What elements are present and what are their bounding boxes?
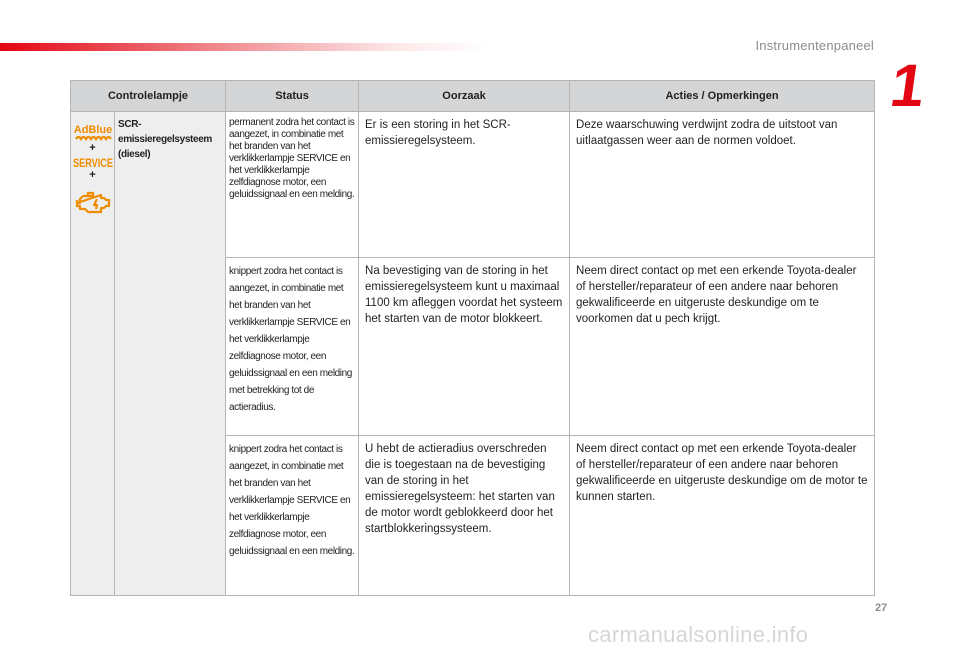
table-header-row <box>71 81 875 112</box>
action-cell <box>570 112 875 258</box>
adblue-text: AdBlue <box>73 124 113 136</box>
adblue-icon <box>72 122 114 142</box>
service-icon <box>72 155 114 169</box>
watermark: carmanualsonline.info <box>588 622 809 647</box>
lamp-name-line3: (diesel) <box>118 149 151 160</box>
lamp-name-line2: emissieregelsysteem <box>118 134 212 145</box>
cause-text: Er is een storing in het SCR-emissieregelsysteem. <box>365 119 511 147</box>
page-number: 27 <box>875 602 888 614</box>
status-cell <box>226 258 359 436</box>
status-text: permanent zodra het contact is aangezet, in combinatie met het branden van het verklikkerlampje SERVICE en het verklikkerlampje zelfdiagnose motor, een geluidssignaal en een melding. <box>229 117 355 200</box>
header-controlelampje: Controlelampje <box>71 81 226 112</box>
service-text: SERVICE <box>73 156 113 170</box>
engine-icon <box>75 190 111 214</box>
plus-sign: + <box>89 169 96 181</box>
header-acties: Acties / Opmerkingen <box>570 81 875 112</box>
cause-cell <box>359 112 570 258</box>
cause-text: Na bevestiging van de storing in het emissieregelsysteem kunt u maximaal 1100 km afleggen voordat het systeem het starten van de motor blokkeert. <box>365 265 563 325</box>
action-cell <box>570 258 875 436</box>
cause-cell <box>359 436 570 596</box>
status-cell <box>226 436 359 596</box>
lamp-name-line1: SCR- <box>118 119 142 130</box>
cause-cell <box>359 258 570 436</box>
action-cell <box>570 436 875 596</box>
header-oorzaak: Oorzaak <box>359 81 570 112</box>
table-row <box>71 112 875 258</box>
status-cell <box>226 112 359 258</box>
header-accent-bar <box>0 43 490 51</box>
chapter-number: 1 <box>885 52 929 119</box>
section-title: Instrumentenpaneel <box>755 38 874 53</box>
action-text: Deze waarschuwing verdwijnt zodra de uitstoot van uitlaatgassen weer aan de normen voldoet. <box>576 119 838 147</box>
action-text: Neem direct contact op met een erkende Toyota-dealer of hersteller/reparateur of een andere naar behoren gekwalificeerde en uitgeruste deskundige om te voorkomen dat u pech krijgt. <box>576 265 857 325</box>
cause-text: U hebt de actieradius overschreden die is toegestaan na de bevestiging van de storing in het emissieregelsysteem: het starten van de motor wordt geblokkeerd door het startblokkeringssysteem. <box>365 443 555 535</box>
lamp-icon-cell <box>71 112 115 596</box>
header-status: Status <box>226 81 359 112</box>
lamp-name-cell <box>115 112 226 596</box>
action-text: Neem direct contact op met een erkende Toyota-dealer of hersteller/reparateur of een andere naar behoren gekwalificeerde en uitgeruste deskundige om de motor te kunnen starten. <box>576 443 868 503</box>
status-text: knippert zodra het contact is aangezet, in combinatie met het branden van het verklikkerlampje SERVICE en het verklikkerlampje zelfdiagnose motor, een geluidssignaal en een melding met betrekking tot de actieradius. <box>229 266 352 413</box>
plus-sign: + <box>89 142 96 154</box>
status-text: knippert zodra het contact is aangezet, in combinatie met het branden van het verklikkerlampje SERVICE en het verklikkerlampje zelfdiagnose motor, een geluidssignaal en een melding. <box>229 444 355 557</box>
warning-light-table <box>70 80 875 596</box>
